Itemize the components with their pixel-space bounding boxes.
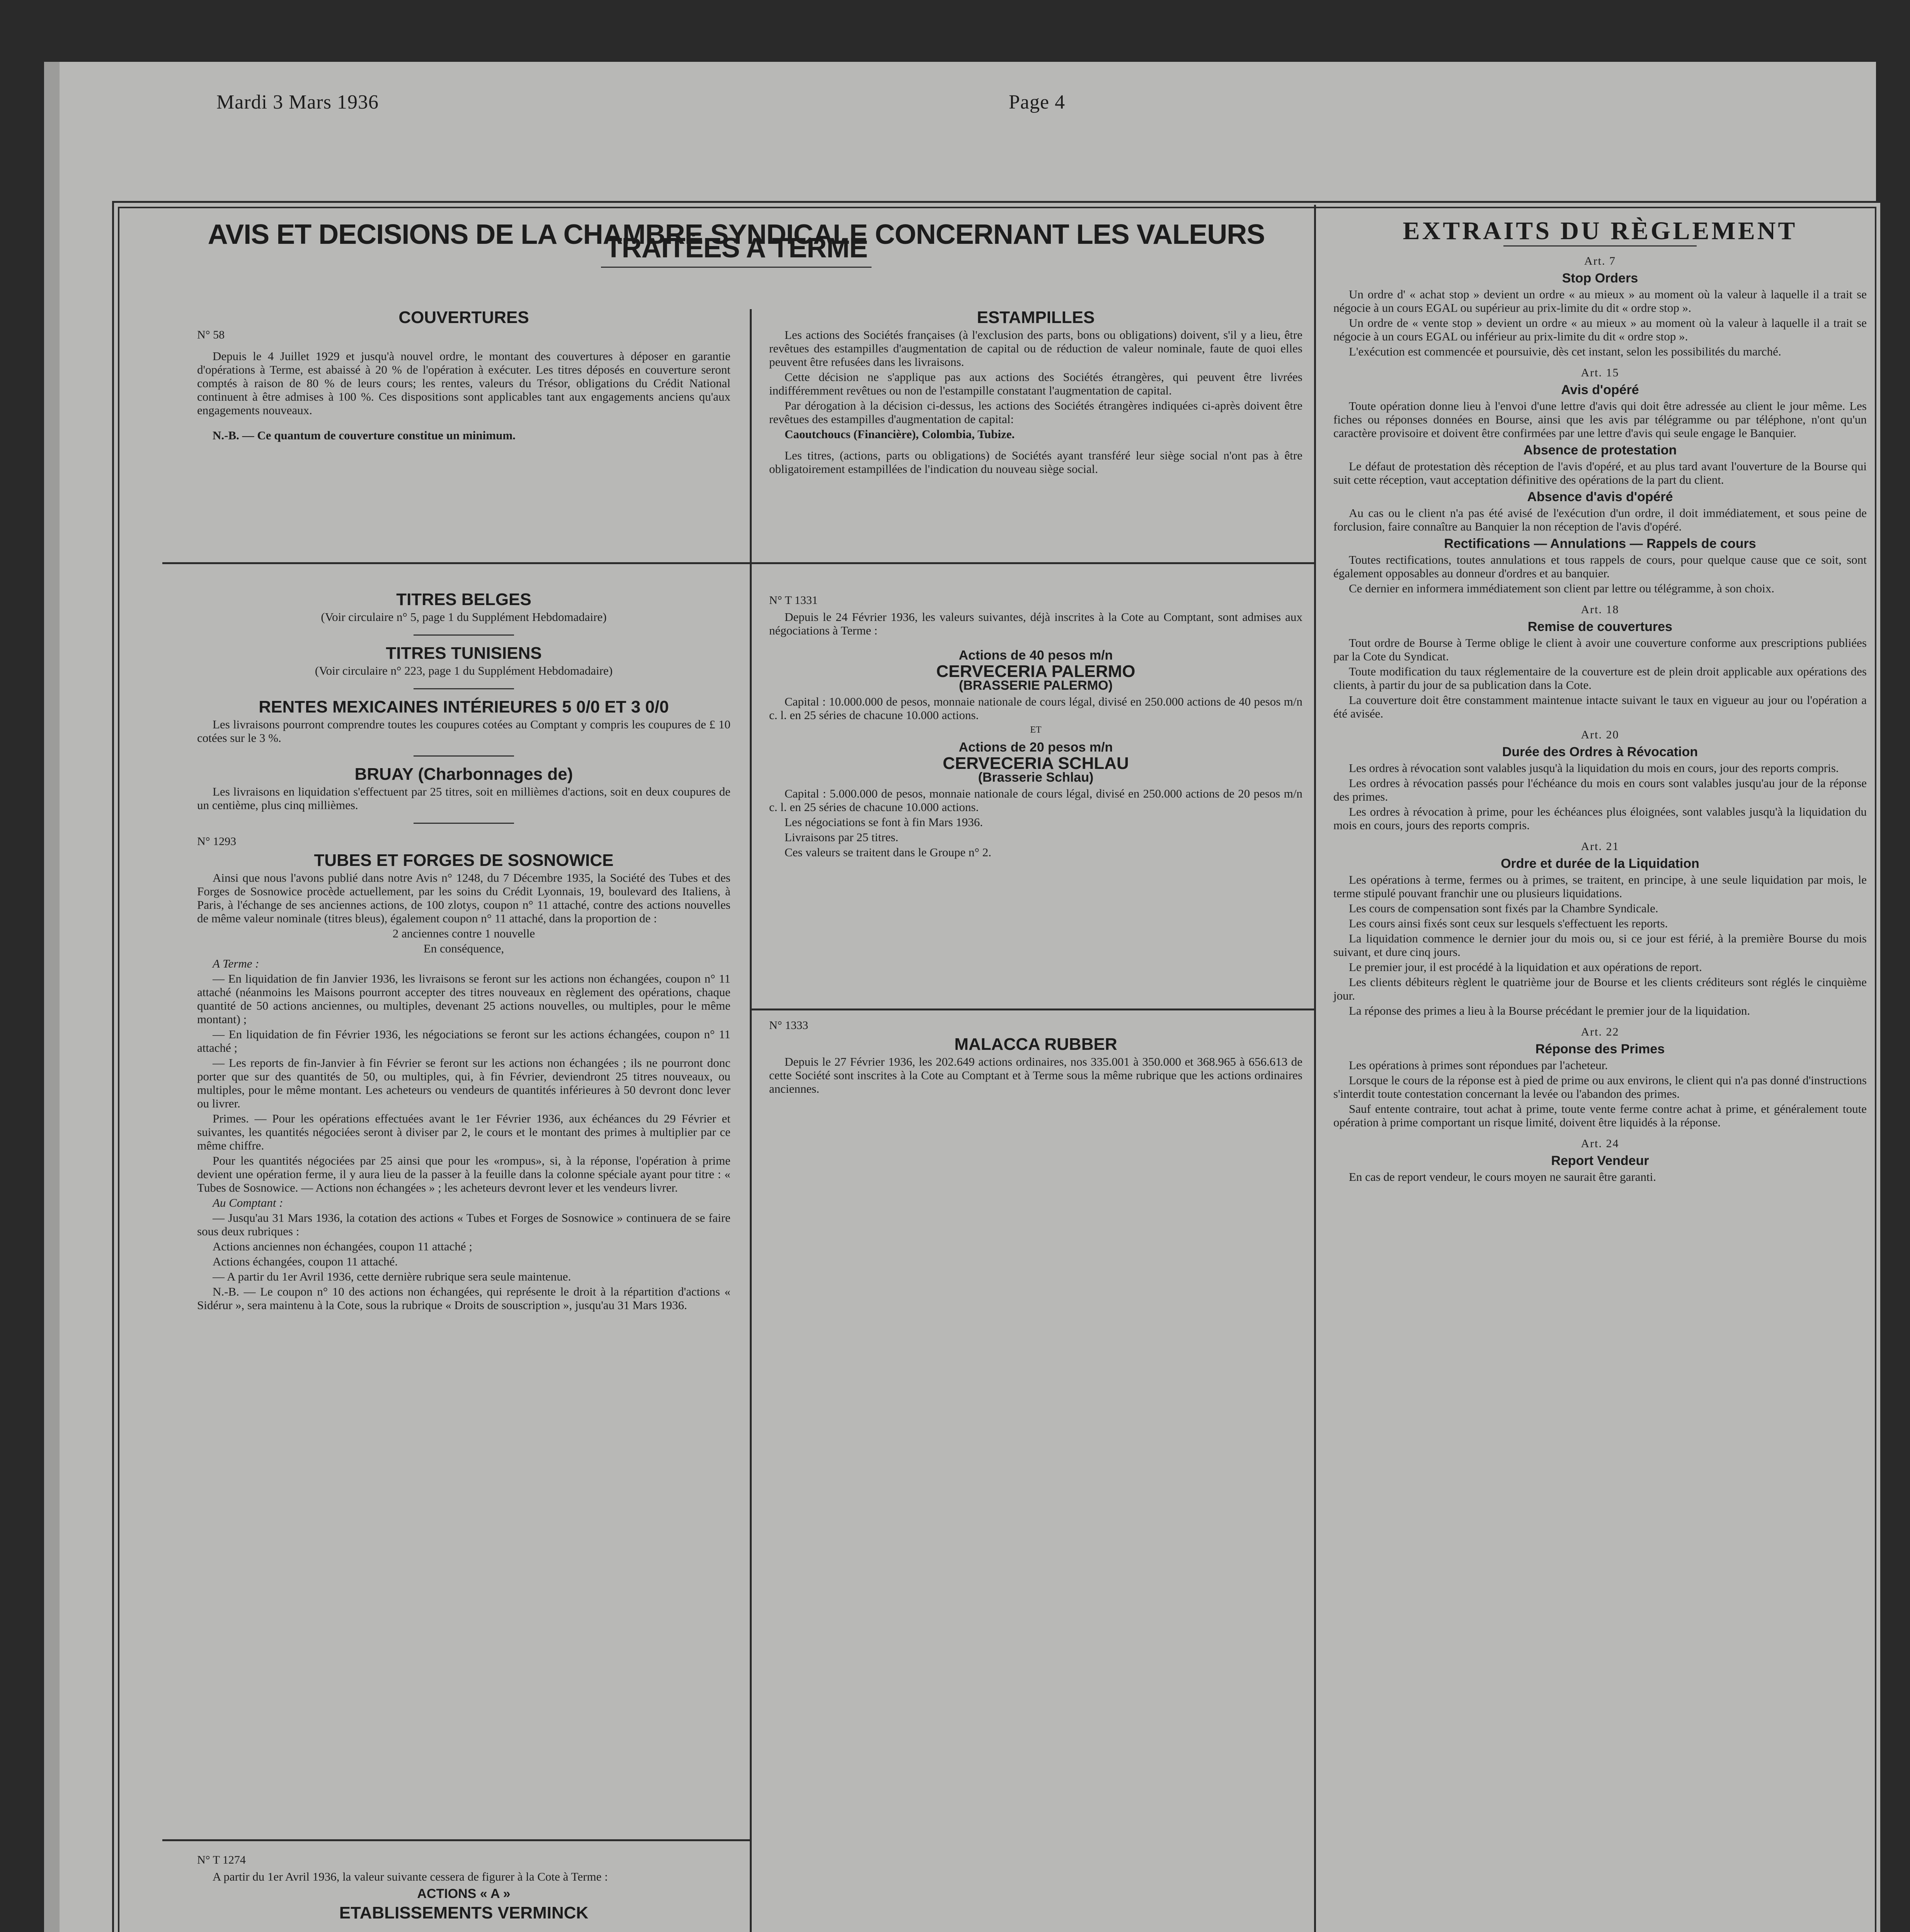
ordre-p1: Les opérations à terme, fermes ou à primes, se traitent, en principe, à une seule liquidation par mois, le terme stipulé pouvant franchir une ou plusieurs liquidations. xyxy=(1333,873,1867,900)
stop-orders-title: Stop Orders xyxy=(1562,271,1638,286)
cerveceria-schlau-sub: (Brasserie Schlau) xyxy=(978,770,1094,785)
tubes-p12: Actions anciennes non échangées, coupon 11 attaché ; xyxy=(213,1240,472,1253)
cerveceria-p3: Capital : 5.000.000 de pesos, monnaie nationale de cours légal, divisé en 250.000 actions de 20 pesos m/n c. l. en 25 séries de chacune 10.000 actions. xyxy=(769,787,1302,814)
tubes-p11: — Jusqu'au 31 Mars 1936, la cotation des actions « Tubes et Forges de Sosnowice » continuera de se faire sous deux rubriques : xyxy=(197,1211,730,1238)
section-divider xyxy=(750,1009,1314,1010)
cerveceria-palermo-sub: (BRASSERIE PALERMO) xyxy=(959,678,1113,693)
remise-title: Remise de couvertures xyxy=(1527,619,1673,634)
couvertures-title: COUVERTURES xyxy=(398,308,529,327)
estampilles-section xyxy=(769,305,1302,477)
cerveceria-number: N° T 1331 xyxy=(769,594,818,607)
rentes-title: RENTES MEXICAINES INTÉRIEURES 5 0/0 ET 3 0/0 xyxy=(259,697,669,716)
cerveceria-s2: Actions de 20 pesos m/n xyxy=(958,740,1113,755)
ordre-p2: Les cours de compensation sont fixés par la Chambre Syndicale. xyxy=(1349,901,1658,915)
reglement-title: EXTRAITS DU RÈGLEMENT xyxy=(1403,217,1798,245)
duree-title: Durée des Ordres à Révocation xyxy=(1502,745,1698,759)
absence-protestation-title: Absence de protestation xyxy=(1523,443,1677,457)
tubes-p15: N.-B. — Le coupon n° 10 des actions non échangées, qui représente le droit à la répartition d'actions « Sidérur », sera maintenu à la Cote, sous la rubrique « Droits de souscription », jusqu'au 31 Mars 1936. xyxy=(197,1285,730,1312)
couvertures-section xyxy=(197,305,730,444)
estampilles-p5: Les titres, (actions, parts ou obligations) de Sociétés ayant transféré leur siège social n'ont pas à être obligatoirement estampillées de l'indication du nouveau siège social. xyxy=(769,449,1302,476)
absence-avis-text: Au cas ou le client n'a pas été avisé de l'exécution d'un ordre, il doit immédiatement, et sous peine de forclusion, faire connaître au Banquier la non réception de l'avis d'opéré. xyxy=(1333,506,1867,533)
section-divider xyxy=(162,562,1314,564)
verminck-sub: ACTIONS « A » xyxy=(417,1886,511,1901)
divider xyxy=(414,823,514,824)
absence-protestation-text: Le défaut de protestation dès réception de l'avis d'opéré, et au plus tard avant l'ouverture de la Bourse qui suit cette réception, vaut acceptation définitive des opérations de la part du client. xyxy=(1333,459,1867,486)
titres-tunisiens-title: TITRES TUNISIENS xyxy=(386,644,542,663)
article-number: Art. 20 xyxy=(1581,728,1619,741)
verminck-title: ETABLISSEMENTS VERMINCK xyxy=(339,1903,589,1922)
report-p1: En cas de report vendeur, le cours moyen ne saurait être garanti. xyxy=(1349,1170,1656,1184)
avis-opere-title: Avis d'opéré xyxy=(1561,383,1639,397)
article-number: Art. 24 xyxy=(1581,1137,1619,1150)
cerveceria-p4: Les négociations se font à fin Mars 1936. xyxy=(785,815,983,829)
estampilles-p3: Par dérogation à la décision ci-dessus, les actions des Sociétés étrangères indiquées ci-après doivent être revêtues des estampilles d'augmentation de capital: xyxy=(769,399,1302,426)
title-rule xyxy=(601,267,872,268)
titres-tunisiens-text: (Voir circulaire n° 223, page 1 du Supplément Hebdomadaire) xyxy=(315,664,613,677)
bruay-text: Les livraisons en liquidation s'effectuent par 25 titres, soit en millièmes d'actions, soit en deux coupures de un centième, plus cinq millièmes. xyxy=(197,785,730,812)
header-date: Mardi 3 Mars 1936 xyxy=(216,91,379,113)
stop-p2: Un ordre de « vente stop » devient un ordre « au mieux » au moment où la valeur à laquelle il a trait se négocie à un cours EGAL ou inférieur au prix-limite du dit « ordre stop ». xyxy=(1333,316,1867,343)
divider xyxy=(414,688,514,689)
rect-p2: Ce dernier en informera immédiatement son client par lettre ou télégramme, à son choix. xyxy=(1349,582,1774,595)
titres-belges-title: TITRES BELGES xyxy=(396,590,531,609)
tubes-p1: Ainsi que nous l'avons publié dans notre Avis n° 1248, du 7 Décembre 1935, la Société des Tubes et des Forges de Sosnowice procède actuellement, par les soins du Crédit Lyonnais, 19, boulevard des Italiens, à Paris, à l'échange de ses anciennes actions, de 100 zlotys, coupon n° 11 attaché, contre des actions nouvelles de même valeur nominale (titres bleus), également coupon n° 11 attaché, dans la proportion de : xyxy=(197,871,730,925)
article-number: Art. 18 xyxy=(1581,603,1619,616)
article-number: Art. 7 xyxy=(1584,255,1616,267)
main-title-block xyxy=(162,219,1310,268)
estampilles-p1: Les actions des Sociétés françaises (à l'exclusion des parts, bons ou obligations) doivent, s'il y a lieu, être revêtues des estampilles d'augmentation de capital ou de réduction de valeur nominale, faute de quoi elles peuvent être refusées dans les livraisons. xyxy=(769,328,1302,369)
tubes-p9: Pour les quantités négociées par 25 ainsi que pour les «rompus», si, à la réponse, l'opération à prime devient une opération ferme, il y aura lieu de la passer à la feuille dans la colonne spéciale ayant pour titre : « Tubes de Sosnowice. — Actions non échangées » ; les acheteurs devront lever et les vendeurs livrer. xyxy=(197,1154,730,1194)
tubes-p2: 2 anciennes contre 1 nouvelle xyxy=(392,927,535,940)
duree-p1: Les ordres à révocation sont valables jusqu'à la liquidation du mois en cours, jour des reports compris. xyxy=(1349,761,1839,775)
tubes-p3: En conséquence, xyxy=(423,942,504,955)
section-divider xyxy=(162,1839,750,1841)
estampilles-list: Caoutchoucs (Financière), Colombia, Tubize. xyxy=(785,427,1015,441)
tubes-p10: Au Comptant : xyxy=(213,1196,283,1209)
cerveceria-schlau-title: CERVECERIA SCHLAU xyxy=(943,754,1129,773)
absence-avis-title: Absence d'avis d'opéré xyxy=(1527,490,1673,504)
rep-p3: Sauf entente contraire, tout achat à prime, toute vente ferme contre achat à prime, et généralement toute opération à prime comportant un risque limité, doivent être liquidés à la réponse. xyxy=(1333,1102,1867,1129)
tubes-p5: — En liquidation de fin Janvier 1936, les livraisons se feront sur les actions non échangées, coupon n° 11 attaché (néanmoins les Maisons pourront accepter des titres nouveaux en règlement des opérations, chaque quantité de 50 actions anciennes, ou multiples, devenant 25 actions nouvelles, ou multiples, pour le même montant) ; xyxy=(197,972,730,1026)
stop-p1: Un ordre d' « achat stop » devient un ordre « au mieux » au moment où la valeur à laquelle il a trait se négocie à un cours EGAL ou supérieur au prix-limite du dit « ordre stop ». xyxy=(1333,287,1867,315)
tubes-p8: Primes. — Pour les opérations effectuées avant le 1er Février 1936, aux échéances du 29 Février et suivantes, les quantités négociées seront à diviser par 2, le cours et le montant des primes à multiplier par ce même chiffre. xyxy=(197,1112,730,1152)
duree-p3: Les ordres à révocation à prime, pour les échéances plus éloignées, sont valables jusqu'à la liquidation du mois en cours, jours des reports compris. xyxy=(1333,805,1867,832)
rectifications-title: Rectifications — Annulations — Rappels de cours xyxy=(1444,536,1756,551)
cerveceria-s1: Actions de 40 pesos m/n xyxy=(958,648,1113,663)
malacca-title: MALACCA RUBBER xyxy=(954,1035,1117,1054)
cerveceria-p2: Capital : 10.000.000 de pesos, monnaie nationale de cours légal, divisé en 250.000 actions de 40 pesos m/n c. l. en 25 séries de chacune 10.000 actions. xyxy=(769,695,1302,722)
duree-p2: Les ordres à révocation passés pour l'échéance du mois en cours sont valables jusqu'au jour de la réponse des primes. xyxy=(1333,776,1867,803)
malacca-text: Depuis le 27 Février 1936, les 202.649 actions ordinaires, nos 335.001 à 350.000 et 368.965 à 656.613 de cette Société sont inscrites à la Cote au Comptant et à Terme sous la même rubrique que les actions ordinaires anciennes. xyxy=(769,1055,1302,1095)
tubes-title: TUBES ET FORGES DE SOSNOWICE xyxy=(314,851,614,870)
rep-p2: Lorsque le cours de la réponse est à pied de prime ou aux environs, le client qui n'a pas donné d'instructions s'interdit toute contestation concernant la levée ou l'abandon des primes. xyxy=(1333,1073,1867,1100)
rep-p1: Les opérations à primes sont répondues par l'acheteur. xyxy=(1349,1058,1608,1072)
rect-p1: Toutes rectifications, toutes annulations et tous rappels de cours, pour quelque cause que ce soit, sont également opposables au donneur d'ordres et au banquier. xyxy=(1333,553,1867,580)
couvertures-number: N° 58 xyxy=(197,328,225,341)
tubes-number: N° 1293 xyxy=(197,835,237,848)
article-number: Art. 21 xyxy=(1581,840,1619,853)
left-column xyxy=(197,587,730,1313)
cerveceria-p1: Depuis le 24 Février 1936, les valeurs suivantes, déjà inscrites à la Cote au Comptant, sont admises aux négociations à Terme : xyxy=(769,610,1302,637)
ordre-p4: La liquidation commence le dernier jour du mois ou, si ce jour est férié, à la première Bourse du mois suivant, et dure cinq jours. xyxy=(1333,932,1867,959)
stop-p3: L'exécution est commencée et poursuivie, dès cet instant, selon les possibilités du marché. xyxy=(1349,345,1781,358)
malacca-number: N° 1333 xyxy=(769,1019,809,1032)
article-number: Art. 15 xyxy=(1581,366,1619,379)
report-vendeur-title: Report Vendeur xyxy=(1551,1153,1649,1168)
column-divider-right xyxy=(1314,205,1316,1932)
cerveceria-p5: Livraisons par 25 titres. xyxy=(785,830,899,844)
divider xyxy=(1503,245,1697,247)
ordre-liquidation-title: Ordre et durée de la Liquidation xyxy=(1501,856,1699,871)
tubes-p13: Actions échangées, coupon 11 attaché. xyxy=(213,1255,398,1268)
titres-belges-text: (Voir circulaire n° 5, page 1 du Supplément Hebdomadaire) xyxy=(321,610,607,624)
couvertures-note: N.-B. — Ce quantum de couverture constitue un minimum. xyxy=(213,429,516,442)
ordre-p3: Les cours ainsi fixés sont ceux sur lesquels s'effectuent les reports. xyxy=(1349,917,1668,930)
ordre-p5: Le premier jour, il est procédé à la liquidation et aux opérations de report. xyxy=(1349,960,1702,974)
couvertures-text: Depuis le 4 Juillet 1929 et jusqu'à nouvel ordre, le montant des couvertures à déposer en garantie d'opérations à Terme, est abaissé à 20 % de l'opération à exécuter. Les titres déposés en couverture seront comptés à raison de 80 % de leurs cours; les rentes, valeurs du Trésor, obligations du Crédit National continuent à être admises à 100 %. Ces dispositions sont applicables tant aux engagements anciens qu'aux engagements nouveaux. xyxy=(197,349,730,417)
remise-p3: La couverture doit être constamment maintenue intacte suivant le taux en vigueur au jour ou l'opération a été avisée. xyxy=(1333,693,1867,720)
cerveceria-p6: Ces valeurs se traitent dans le Groupe n° 2. xyxy=(785,845,991,859)
verminck-number: N° T 1274 xyxy=(197,1854,246,1866)
middle-column xyxy=(769,591,1302,861)
column-divider-middle xyxy=(750,309,752,1932)
header-page-number: Page 4 xyxy=(1009,91,1066,113)
divider xyxy=(414,634,514,636)
estampilles-title: ESTAMPILLES xyxy=(977,308,1095,327)
cerveceria-palermo-title: CERVECERIA PALERMO xyxy=(936,662,1135,681)
verminck-section xyxy=(197,1851,730,1923)
tubes-p7: — Les reports de fin-Janvier à fin Février se feront sur les actions non échangées ; ils ne pourront donc porter que sur des quantités de 50, ou multiples, qui, à fin Février, deviendront 25 titres nouveaux, ou multiples, pour le même montant. Les acheteurs ou vendeurs de quantités inférieures à 50 devront donc lever ou livrer. xyxy=(197,1056,730,1110)
bruay-title: BRUAY (Charbonnages de) xyxy=(354,765,573,784)
verminck-text: A partir du 1er Avril 1936, la valeur suivante cessera de figurer à la Cote à Terme : xyxy=(213,1870,608,1883)
ordre-p6: Les clients débiteurs règlent le quatrième jour de Bourse et les clients créditeurs sont réglés le cinquième jour. xyxy=(1333,975,1867,1002)
remise-p1: Tout ordre de Bourse à Terme oblige le client à avoir une couverture conforme aux prescriptions publiées par la Cote du Syndicat. xyxy=(1333,636,1867,663)
malacca-section xyxy=(769,1016,1302,1097)
reponse-primes-title: Réponse des Primes xyxy=(1535,1042,1665,1056)
ordre-p7: La réponse des primes a lieu à la Bourse précédant le premier jour de la liquidation. xyxy=(1349,1004,1750,1017)
remise-p2: Toute modification du taux réglementaire de la couverture est de plein droit applicable aux opérations des clients, à partir du jour de sa publication dans la Cote. xyxy=(1333,665,1867,692)
rentes-text: Les livraisons pourront comprendre toutes les coupures cotées au Comptant y compris les coupures de £ 10 cotées sur le 3 %. xyxy=(197,718,730,745)
main-title: AVIS ET DECISIONS DE LA CHAMBRE SYNDICALE CONCERNANT LES VALEURS TRAITÉES A TERME xyxy=(208,219,1265,264)
estampilles-p2: Cette décision ne s'applique pas aux actions des Sociétés étrangères, qui peuvent être livrées indifféremment revêtues ou non de l'estampille constatant l'augmentation de capital. xyxy=(769,370,1302,397)
cerveceria-et: ET xyxy=(1030,725,1042,735)
tubes-p14: — A partir du 1er Avril 1936, cette dernière rubrique sera seule maintenue. xyxy=(213,1270,571,1283)
divider xyxy=(414,755,514,757)
article-number: Art. 22 xyxy=(1581,1026,1619,1038)
tubes-p4: A Terme : xyxy=(213,957,259,970)
tubes-p6: — En liquidation de fin Février 1936, les négociations se feront sur les actions échangées, coupon n° 11 attaché ; xyxy=(197,1027,730,1054)
right-column xyxy=(1333,217,1867,1185)
avis-p1: Toute opération donne lieu à l'envoi d'une lettre d'avis qui doit être adressée au client le jour même. Les fiches ou réponses données en Bourse, ainsi que les avis par télégramme ou par téléphone, n'ont qu'un caractère provisoire et doivent être confirmées par une lettre d'avis qui seule engage le Banquier. xyxy=(1333,399,1867,440)
